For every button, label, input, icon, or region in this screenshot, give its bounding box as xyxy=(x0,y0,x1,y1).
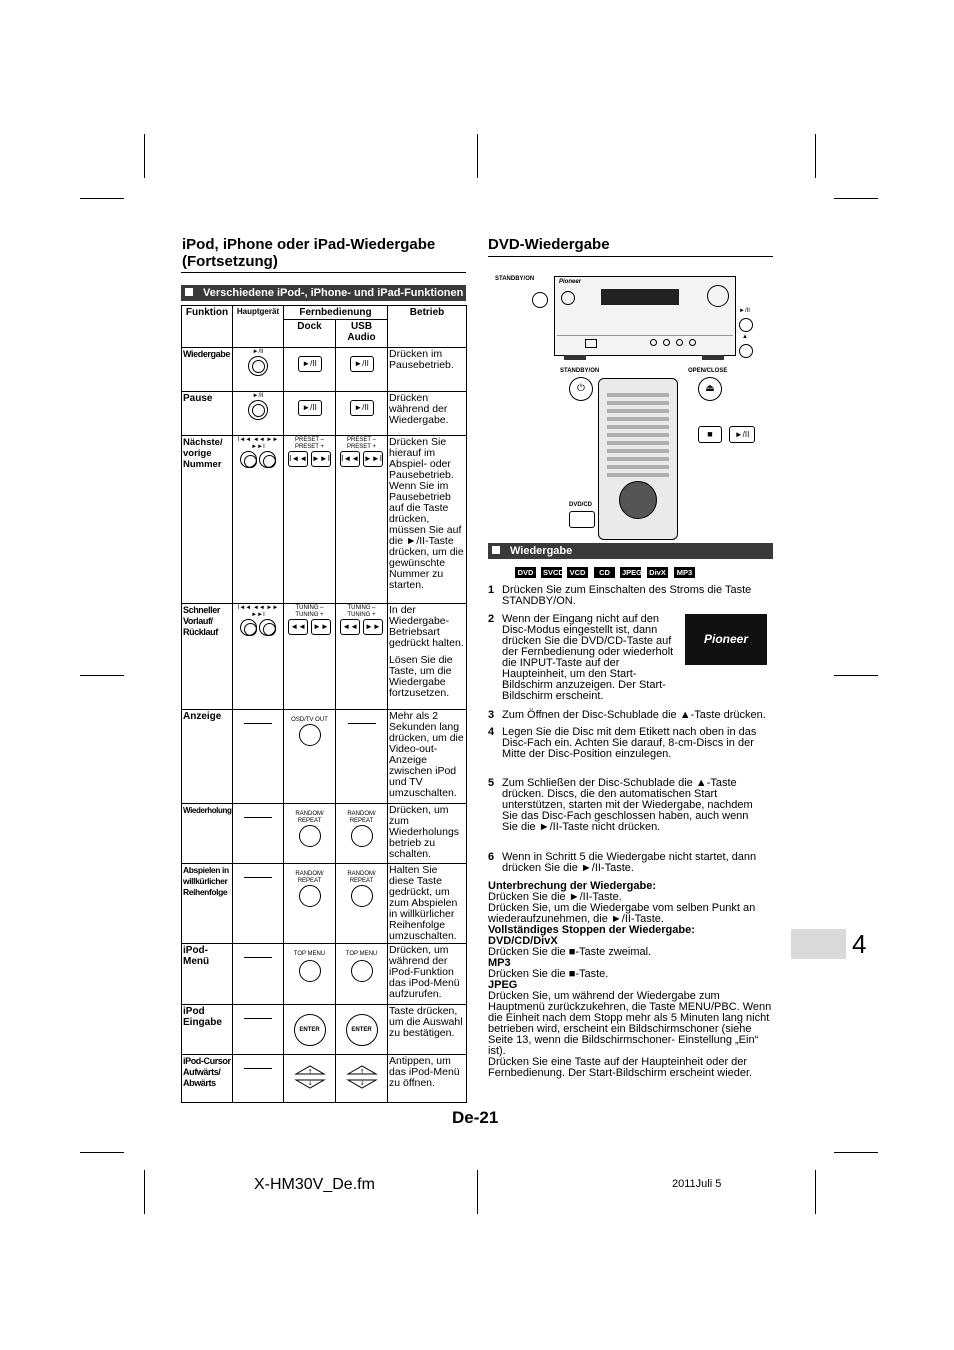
svg-text:↑: ↑ xyxy=(358,1068,365,1076)
footer-filename: X-HM30V_De.fm xyxy=(254,1176,375,1193)
table-row: Schneller Vorlauf/ Rücklauf I◄◄ ◄◄ ►► ►►I TUNING – TUNING + ◄◄ ►► TUNING – TUNING + ◄◄ ►► In der Wiedergabe-Betriebsart gedrückt halten. Lösen Sie die Taste, um die Wiedergabe fortzusetzen. xyxy=(182,604,467,710)
display-window xyxy=(601,289,679,305)
rewind-icon: ◄◄ xyxy=(340,619,360,635)
format-badge: DVD xyxy=(515,567,536,578)
step-item: 2 Wenn der Eingang nicht auf den Disc-Modus eingestellt ist, dann drücken Sie die DVD/CD-Taste auf der Fernbedienung oder wiederholt die INPUT-Taste auf der Haupteinheit, um den Start-Bildschirm anzuzeigen. Der Start-Bildschirm erscheint. xyxy=(488,613,674,702)
left-section-title: iPod, iPhone oder iPad-Wiedergabe (Fortsetzung) xyxy=(182,236,436,270)
step-item: 6 Wenn in Schritt 5 die Wiedergabe nicht startet, dann drücken Sie die ►/II-Taste. xyxy=(488,851,757,874)
play-pause-knob-icon xyxy=(248,356,268,376)
top-menu-button-icon xyxy=(299,960,321,982)
dvd-cd-button-icon xyxy=(569,511,595,528)
table-row: Wiedergabe ►/II ►/II ►/II Drücken im Pausebetrieb. xyxy=(182,348,467,392)
power-icon: ⏻ xyxy=(569,377,593,401)
play-pause-knob-icon xyxy=(739,318,753,332)
playback-notes: Unterbrechung der Wiedergabe: Drücken Sie die ►/II-Taste. Drücken Sie, um die Wiedergabe vom selben Punkt an wiederaufzunehmen, die ►/II-Taste. Vollständiges Stoppen der Wiedergabe: DVD/CD/DivX Drücken Sie die ■-Taste zweimal. MP3 Drücken Sie die ■-Taste. JPEG Drücken Sie, um während der Wiedergabe zum Hauptmenü zurückzukehren, die Taste MENU/PBC. Wenn die Einheit nach dem Stopp mehr als 5 Minuten lang nicht betrieben wird, erscheint ein Bildschirmschoner (siehe Seite 13, wenn die Bildschirmschoner- Einstellung „Ein“ ist). Drücken Sie eine Taste auf der Haupteinheit oder der Fernbedienung. Der Start-Bildschirm erscheint wieder. xyxy=(488,880,772,1079)
step-item: 1 Drücken Sie zum Einschalten des Stroms die Taste STANDBY/ON. xyxy=(488,584,752,607)
device-illustration: STANDBY/ON Pioneer ►/II ▲ STANDBY/ON ⏻ OPEN/CLOSE ⏏ ■ ►/II DVD/CD xyxy=(488,270,778,540)
format-badge: DivX xyxy=(647,567,668,578)
top-menu-button-icon xyxy=(351,960,373,982)
right-title-rule xyxy=(488,256,773,257)
osd-tv-out-button-icon xyxy=(299,724,321,746)
cursor-up-down-icon xyxy=(345,1060,379,1094)
format-badge: MP3 xyxy=(674,567,695,578)
standby-knob-callout-icon xyxy=(532,292,548,308)
enter-button-icon: ENTER xyxy=(294,1014,326,1046)
header-betrieb: Betrieb xyxy=(388,306,467,348)
table-row: iPod-Menü TOP MENU TOP MENU Drücken, um während der iPod-Funktion das iPod-Menü aufzurufen. xyxy=(182,944,467,1005)
stop-icon: ■ xyxy=(698,426,722,443)
skip-forward-icon: ►►I xyxy=(311,451,331,467)
table-row: iPod Eingabe ENTER ENTER Taste drücken, um die Auswahl zu bestätigen. xyxy=(182,1005,467,1055)
step-item: 3 Zum Öffnen der Disc-Schublade die ▲-Taste drücken. xyxy=(488,709,766,721)
chapter-number: 4 xyxy=(852,929,867,959)
rewind-icon: ◄◄ xyxy=(288,619,308,635)
pioneer-logo: Pioneer xyxy=(685,614,767,665)
svg-text:↓: ↓ xyxy=(358,1080,365,1087)
eject-knob-icon xyxy=(739,344,753,358)
fast-forward-icon: ►► xyxy=(311,619,331,635)
cursor-up-down-icon xyxy=(293,1060,327,1094)
bullet-square-icon xyxy=(492,546,500,554)
format-badge: CD xyxy=(594,567,615,578)
table-row: Wiederholung RANDOM/ REPEAT RANDOM/ REPEAT Drücken, um zum Wiederholungs betrieb zu schalten. xyxy=(182,804,467,864)
play-pause-button-icon: ►/II xyxy=(350,356,374,372)
footer-date: 2011Juli 5 xyxy=(672,1178,722,1190)
eject-icon: ⏏ xyxy=(698,377,722,401)
table-row: Nächste/ vorige Nummer I◄◄ ◄◄ ►► ►►I PRESET – PRESET + I◄◄ ►►I PRESET – PRESET + I◄◄ ►►I Drücken Sie hierauf im Abspiel- oder Pausebetrieb. Wenn Sie im Pausebetrieb auf die Taste drücken, müssen Sie auf die ►/II-Taste drücken, um die gewünschte Nummer zu starten. xyxy=(182,436,467,604)
volume-knob-icon xyxy=(707,285,729,307)
chapter-tab xyxy=(791,929,846,959)
random-repeat-button-icon xyxy=(351,885,373,907)
skip-back-knob-icon xyxy=(240,451,257,468)
play-pause-button-icon: ►/II xyxy=(298,356,322,372)
svg-text:↓: ↓ xyxy=(306,1080,313,1087)
format-badge: SVCD xyxy=(543,568,564,577)
skip-back-icon: I◄◄ xyxy=(340,451,360,467)
main-unit-icon: Pioneer xyxy=(554,276,736,356)
table-row: Abspielen in willkürlicher Reihenfolge RANDOM/ REPEAT RANDOM/ REPEAT Halten Sie diese Taste gedrückt, um zum Abspielen in willkürlicher Reihenfolge umzuschalten. xyxy=(182,864,467,944)
fast-forward-knob-icon xyxy=(259,619,276,636)
table-row: Anzeige OSD/TV OUT Mehr als 2 Sekunden lang drücken, um die Video-out-Anzeige zwischen iPod und TV umzuschalten. xyxy=(182,710,467,804)
random-repeat-button-icon xyxy=(299,885,321,907)
step-item: 5 Zum Schließen der Disc-Schublade die ▲-Taste drücken. Discs, die den automatischen Start unterstützen, starten mit der Wiedergabe, nachdem Sie das Disc-Fach geschlossen haben, auch wenn Sie die ►/II-Taste nicht drücken. xyxy=(488,777,753,833)
skip-back-icon: I◄◄ xyxy=(288,451,308,467)
table-row: Pause ►/II ►/II ►/II Drücken während der Wiedergabe. xyxy=(182,392,467,436)
play-pause-button-icon: ►/II xyxy=(350,400,374,416)
header-hauptgeraet: Hauptgerät xyxy=(233,306,284,348)
play-pause-button-icon: ►/II xyxy=(298,400,322,416)
power-knob-icon xyxy=(561,291,575,305)
right-subsection-bar: Wiedergabe xyxy=(488,543,773,559)
step-item: 4 Legen Sie die Disc mit dem Etikett nach oben in das Disc-Fach ein. Achten Sie darauf, 8-cm-Discs in der Mitte der Disc-Position einzulegen. xyxy=(488,726,757,760)
enter-button-icon: ENTER xyxy=(346,1014,378,1046)
skip-forward-icon: ►►I xyxy=(363,451,383,467)
left-subsection-bar: Verschiedene iPod-, iPhone- und iPad-Funktionen xyxy=(181,285,466,301)
remote-control-icon xyxy=(598,378,678,540)
svg-text:↑: ↑ xyxy=(306,1068,313,1076)
format-badge: JPEG xyxy=(622,568,643,577)
ipod-function-table xyxy=(181,305,467,1103)
header-funktion: Funktion xyxy=(182,306,233,348)
rewind-knob-icon xyxy=(240,619,257,636)
header-dock: Dock xyxy=(284,320,336,348)
skip-forward-knob-icon xyxy=(259,451,276,468)
play-pause-knob-icon xyxy=(248,400,268,420)
page-number: De-21 xyxy=(452,1108,499,1127)
random-repeat-button-icon xyxy=(351,825,373,847)
left-title-rule xyxy=(181,272,466,273)
header-fernbedienung: Fernbedienung xyxy=(284,306,388,320)
format-badge: VCD xyxy=(567,567,588,578)
header-usb-audio: USB Audio xyxy=(336,320,388,348)
bullet-square-icon xyxy=(185,288,193,296)
right-section-title: DVD-Wiedergabe xyxy=(488,236,610,253)
table-row: iPod-Cursor Aufwärts/ Abwärts ↑ ↓ ↑ ↓ Antippen, um das iPod-Menü zu öffnen. xyxy=(182,1055,467,1103)
random-repeat-button-icon xyxy=(299,825,321,847)
play-pause-button-icon: ►/II xyxy=(729,426,755,443)
fast-forward-icon: ►► xyxy=(363,619,383,635)
